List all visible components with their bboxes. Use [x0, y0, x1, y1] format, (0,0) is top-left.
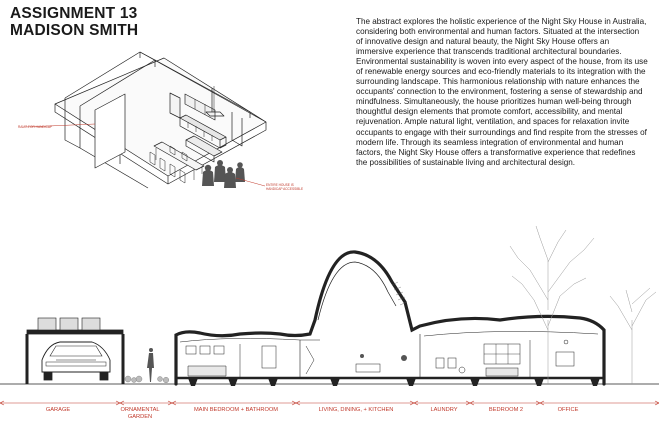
assignment-number: ASSIGNMENT 13: [10, 5, 138, 22]
label-bedroom-2: BEDROOM 2: [488, 407, 524, 413]
accessible-callout-line2: HANDICAP ACCESSIBLE: [266, 187, 304, 191]
label-garage: GARAGE: [45, 407, 71, 413]
ramp-callout: RAMP FOR HANDICAP: [18, 125, 53, 129]
abstract-text: The abstract explores the holistic experience of the Night Sky House in Australia, considering both environmental and human factors. Situated at the intersection of innovative design and natural beauty, the Night Sky House offers an immersive experience that transcends traditional architectural boundaries. Environmental sustainability is woven into every aspect of the house, from its use of renewable energy sources and eco-friendly materials to its integration with the surrounding landscape. This harmonious relationship with nature enhances the occupants' connection to the environment, fostering a sense of stewardship and mindfulness. Simultaneously, the house prioritizes human well-being through thoughtful design elements that promote comfort, accessibility, and mental rejuvenation. Ample natural light, ventilation, and spaces for relaxation invite occupants to engage with their surroundings and find respite from the stresses of modern life. Through its seamless integration of environmental and human factors, the Night Sky House offers a transformative experience that redefines the possibilities of sustainable living and architectural design.: [356, 17, 648, 167]
axonometric-drawing: [26, 52, 266, 188]
accessible-callout-line1: ENTIRE HOUSE IS: [266, 183, 294, 187]
tree-illustrations: [510, 226, 656, 384]
label-garden: GARDEN: [127, 414, 153, 420]
section-label-bar: [0, 401, 659, 405]
label-main-bedroom-bathroom: MAIN BEDROOM + BATHROOM: [193, 407, 279, 413]
label-ornamental: ORNAMENTAL: [120, 407, 160, 413]
section-drawing: [0, 252, 659, 386]
label-laundry: LAUNDRY: [430, 407, 458, 413]
label-office: OFFICE: [557, 407, 579, 413]
author-name: MADISON SMITH: [10, 22, 139, 39]
label-living-dining-kitchen: LIVING, DINING, + KITCHEN: [318, 407, 394, 413]
